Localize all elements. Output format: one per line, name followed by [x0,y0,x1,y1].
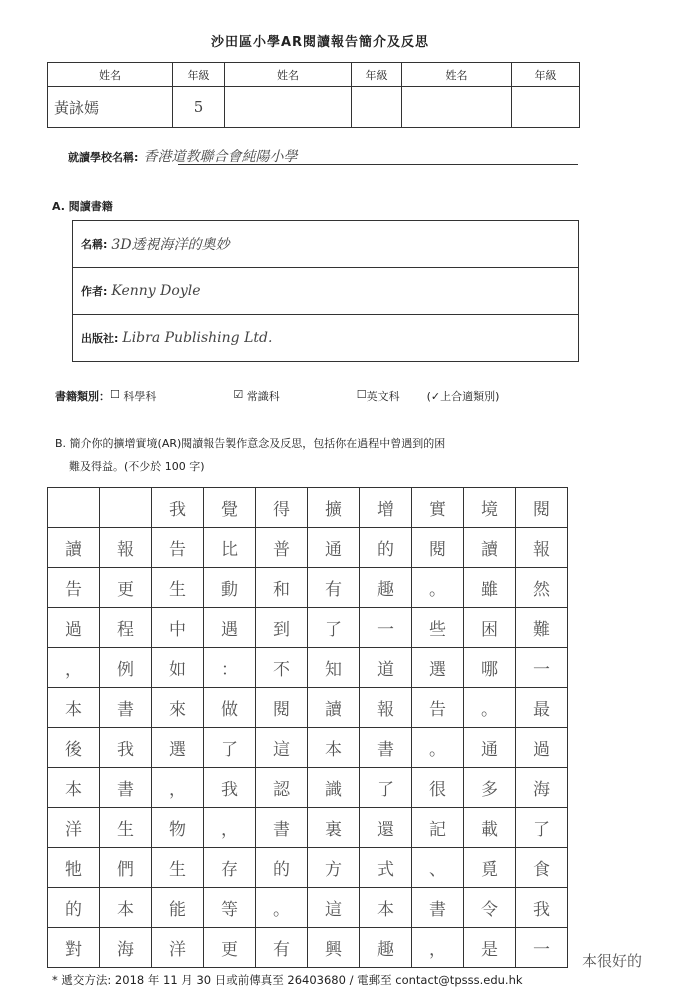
essay-grid-cell[interactable]: 例 [100,648,152,688]
essay-grid-cell[interactable]: 一 [360,608,412,648]
category-note: (✓上合適類別) [426,390,500,403]
essay-grid-cell[interactable]: 我 [204,768,256,808]
school-label: 就讀學校名稱: [68,151,139,164]
header-grade-2: 年級 [352,63,402,87]
essay-grid-cell[interactable]: 選 [152,728,204,768]
essay-grid-cell[interactable] [100,488,152,528]
essay-grid-cell[interactable]: 。 [256,888,308,928]
essay-grid-row [48,688,568,728]
essay-grid-cell[interactable]: 的 [48,888,100,928]
essay-grid-cell[interactable]: 本 [100,888,152,928]
essay-grid-cell[interactable]: 到 [256,608,308,648]
essay-grid-cell[interactable]: 書 [100,688,152,728]
book-author-label: 作者: [81,285,108,298]
book-info-box [72,220,579,362]
essay-grid-cell[interactable]: 了 [308,608,360,648]
essay-grid-cell[interactable]: 我 [100,728,152,768]
essay-grid-cell[interactable]: 能 [152,888,204,928]
essay-grid-cell[interactable]: 些 [412,608,464,648]
essay-grid-cell[interactable]: 本 [360,888,412,928]
essay-grid-row [48,728,568,768]
essay-grid-cell[interactable]: 雖 [464,568,516,608]
essay-grid-cell[interactable]: 如 [152,648,204,688]
essay-grid-cell[interactable]: 書 [360,728,412,768]
essay-grid-cell[interactable]: 本 [308,728,360,768]
essay-grid-row [48,488,568,528]
essay-grid-cell[interactable]: 中 [152,608,204,648]
essay-grid-cell[interactable]: 實 [412,488,464,528]
checkbox-english[interactable]: ☐ [356,388,367,401]
essay-grid-cell[interactable]: 覺 [204,488,256,528]
essay-grid-row [48,888,568,928]
essay-grid-row [48,928,568,968]
essay-grid-cell[interactable]: 報 [360,688,412,728]
student-name-3[interactable] [402,87,512,128]
essay-grid-cell[interactable]: 哪 [464,648,516,688]
essay-grid-cell[interactable]: 書 [100,768,152,808]
essay-grid-cell[interactable]: 通 [308,528,360,568]
submission-footer: * 遞交方法: 2018 年 11 月 30 日或前傳真至 26403680 / 電郵至 contact@tpsss.edu.hk [52,973,523,987]
essay-grid-cell[interactable]: 我 [152,488,204,528]
essay-grid-cell[interactable]: 動 [204,568,256,608]
essay-grid-cell[interactable]: 報 [516,528,568,568]
essay-grid-cell[interactable]: 令 [464,888,516,928]
essay-grid-cell[interactable]: 做 [204,688,256,728]
essay-grid-cell[interactable]: 增 [360,488,412,528]
essay-grid-cell[interactable]: ， [412,928,464,968]
essay-overflow-text: 本很好的 [582,952,643,970]
essay-grid-cell[interactable]: 更 [100,568,152,608]
students-header-row [48,63,580,87]
essay-grid-cell[interactable]: 告 [48,568,100,608]
essay-grid-cell[interactable]: 認 [256,768,308,808]
category-row [55,388,499,404]
essay-grid-cell[interactable]: ， [152,768,204,808]
essay-grid-cell[interactable]: 們 [100,848,152,888]
essay-grid-cell[interactable]: 書 [412,888,464,928]
essay-grid-cell[interactable]: 我 [516,888,568,928]
form-title: 沙田區小學AR閱讀報告簡介及反思 [210,35,430,50]
essay-grid-cell[interactable]: 一 [516,928,568,968]
header-name-2: 姓名 [225,63,352,87]
essay-grid-row [48,648,568,688]
essay-grid-cell[interactable]: 。 [412,568,464,608]
checkbox-general-studies[interactable]: ☑ [233,388,247,401]
student-grade-2[interactable] [352,87,402,128]
option-english-label: 英文科 [366,390,400,403]
essay-grid-cell[interactable]: ， [48,648,100,688]
option-science-label: 科學科 [123,390,157,403]
essay-grid-cell[interactable]: 閱 [256,688,308,728]
essay-grid-cell[interactable]: 擴 [308,488,360,528]
essay-grid-cell[interactable]: 有 [308,568,360,608]
essay-grid-row [48,528,568,568]
essay-grid-cell[interactable]: 告 [152,528,204,568]
essay-grid-cell[interactable]: 識 [308,768,360,808]
essay-grid-cell[interactable]: 生 [100,808,152,848]
essay-grid-cell[interactable]: 和 [256,568,308,608]
book-publisher-label: 出版社: [81,332,119,345]
checkbox-science[interactable]: ☐ [110,388,124,401]
essay-grid-cell[interactable]: 興 [308,928,360,968]
essay-grid-cell[interactable]: 後 [48,728,100,768]
essay-grid-cell[interactable]: 告 [412,688,464,728]
header-grade-1: 年級 [173,63,225,87]
student-name-2[interactable] [225,87,352,128]
essay-grid-cell[interactable]: 是 [464,928,516,968]
book-author-row [73,268,578,315]
essay-grid-cell[interactable]: 讀 [308,688,360,728]
essay-grid-cell[interactable]: 洋 [48,808,100,848]
essay-grid-cell[interactable]: 讀 [464,528,516,568]
student-grade-3[interactable] [512,87,580,128]
essay-grid-cell[interactable]: 閱 [516,488,568,528]
essay-grid-cell[interactable]: 裏 [308,808,360,848]
essay-grid-cell[interactable]: 還 [360,808,412,848]
essay-grid-cell[interactable]: 趣 [360,568,412,608]
essay-grid-cell[interactable]: 的 [360,528,412,568]
section-b-line1: B. 簡介你的擴增實境(AR)閱讀報告製作意念及反思，包括你在過程中曾遇到的困 [55,437,446,450]
essay-grid-cell[interactable]: 趣 [360,928,412,968]
essay-grid-cell[interactable]: 難 [516,608,568,648]
essay-grid-row [48,808,568,848]
essay-grid-cell[interactable]: 載 [464,808,516,848]
students-data-row [48,87,580,128]
header-grade-3: 年級 [512,63,580,87]
student-grade-1[interactable]: 5 [173,87,225,128]
essay-grid-cell[interactable]: 讀 [48,528,100,568]
school-field [68,146,298,166]
essay-grid-cell[interactable]: ， [204,808,256,848]
essay-grid-cell[interactable]: 對 [48,928,100,968]
essay-grid-cell[interactable]: 物 [152,808,204,848]
school-underline [178,164,578,165]
header-name-1: 姓名 [48,63,173,87]
essay-grid-cell[interactable]: 普 [256,528,308,568]
essay-grid-cell[interactable]: 覓 [464,848,516,888]
essay-grid-cell[interactable]: 有 [256,928,308,968]
essay-grid-cell[interactable]: 生 [152,568,204,608]
student-name-1[interactable]: 黃詠嫣 [48,87,173,128]
essay-grid-cell[interactable]: 式 [360,848,412,888]
school-value[interactable]: 香港道教聯合會純陽小學 [143,149,298,165]
essay-grid-cell[interactable]: 。 [464,688,516,728]
essay-grid-cell[interactable]: 本 [48,768,100,808]
option-general-studies-label: 常識科 [246,390,280,403]
book-author-value[interactable]: Kenny Doyle [111,283,201,299]
essay-grid-cell[interactable]: 記 [412,808,464,848]
book-publisher-value[interactable]: Libra Publishing Ltd. [122,330,273,346]
essay-grid-cell[interactable]: 的 [256,848,308,888]
essay-grid-cell[interactable]: 程 [100,608,152,648]
essay-grid-cell[interactable]: 報 [100,528,152,568]
essay-grid-cell[interactable]: 方 [308,848,360,888]
essay-grid-cell[interactable]: 然 [516,568,568,608]
essay-grid-cell[interactable]: 一 [516,648,568,688]
essay-grid-cell[interactable]: 。 [412,728,464,768]
essay-grid-cell[interactable]: 過 [48,608,100,648]
essay-grid-cell[interactable]: 比 [204,528,256,568]
essay-grid[interactable] [47,487,568,968]
essay-grid-cell[interactable]: 道 [360,648,412,688]
essay-grid-cell[interactable]: 來 [152,688,204,728]
header-name-3: 姓名 [402,63,512,87]
essay-grid-cell[interactable] [48,488,100,528]
essay-grid-cell[interactable]: 多 [464,768,516,808]
essay-grid-cell[interactable]: 境 [464,488,516,528]
section-a-title: A. 閱讀書籍 [52,200,113,213]
essay-grid-cell[interactable]: ： [204,648,256,688]
essay-grid-cell[interactable]: 過 [516,728,568,768]
category-label: 書籍類別： [55,390,110,403]
essay-grid-cell[interactable]: 知 [308,648,360,688]
essay-grid-cell[interactable]: 洋 [152,928,204,968]
essay-grid-cell[interactable]: 存 [204,848,256,888]
essay-grid-cell[interactable]: 海 [516,768,568,808]
section-b-prompt [55,432,595,478]
essay-grid-row [48,848,568,888]
essay-grid-cell[interactable]: 了 [516,808,568,848]
essay-grid-cell[interactable]: 生 [152,848,204,888]
essay-grid-cell[interactable]: 閱 [412,528,464,568]
essay-grid-cell[interactable]: 等 [204,888,256,928]
essay-grid-cell[interactable]: 這 [256,728,308,768]
book-publisher-row [73,315,578,361]
essay-grid-cell[interactable]: 選 [412,648,464,688]
essay-grid-row [48,568,568,608]
essay-grid-cell[interactable]: 海 [100,928,152,968]
essay-grid-cell[interactable]: 很 [412,768,464,808]
essay-grid-row [48,768,568,808]
essay-grid-cell[interactable]: 了 [360,768,412,808]
essay-grid-cell[interactable]: 這 [308,888,360,928]
book-title-row [73,221,578,268]
students-table [47,62,580,128]
book-title-value[interactable]: 3D透視海洋的奧妙 [111,237,230,253]
book-title-label: 名稱: [81,238,108,251]
essay-grid-cell[interactable]: 書 [256,808,308,848]
essay-grid-cell[interactable]: 得 [256,488,308,528]
essay-grid-cell[interactable]: 食 [516,848,568,888]
essay-grid-cell[interactable]: 本 [48,688,100,728]
essay-grid-cell[interactable]: 通 [464,728,516,768]
essay-grid-cell[interactable]: 遇 [204,608,256,648]
essay-grid-cell[interactable]: 困 [464,608,516,648]
essay-grid-row [48,608,568,648]
essay-grid-cell[interactable]: 牠 [48,848,100,888]
essay-grid-cell[interactable]: 、 [412,848,464,888]
section-b-line2: 難及得益。(不少於 100 字) [69,460,205,473]
essay-grid-cell[interactable]: 更 [204,928,256,968]
essay-grid-cell[interactable]: 最 [516,688,568,728]
essay-grid-cell[interactable]: 了 [204,728,256,768]
essay-grid-cell[interactable]: 不 [256,648,308,688]
